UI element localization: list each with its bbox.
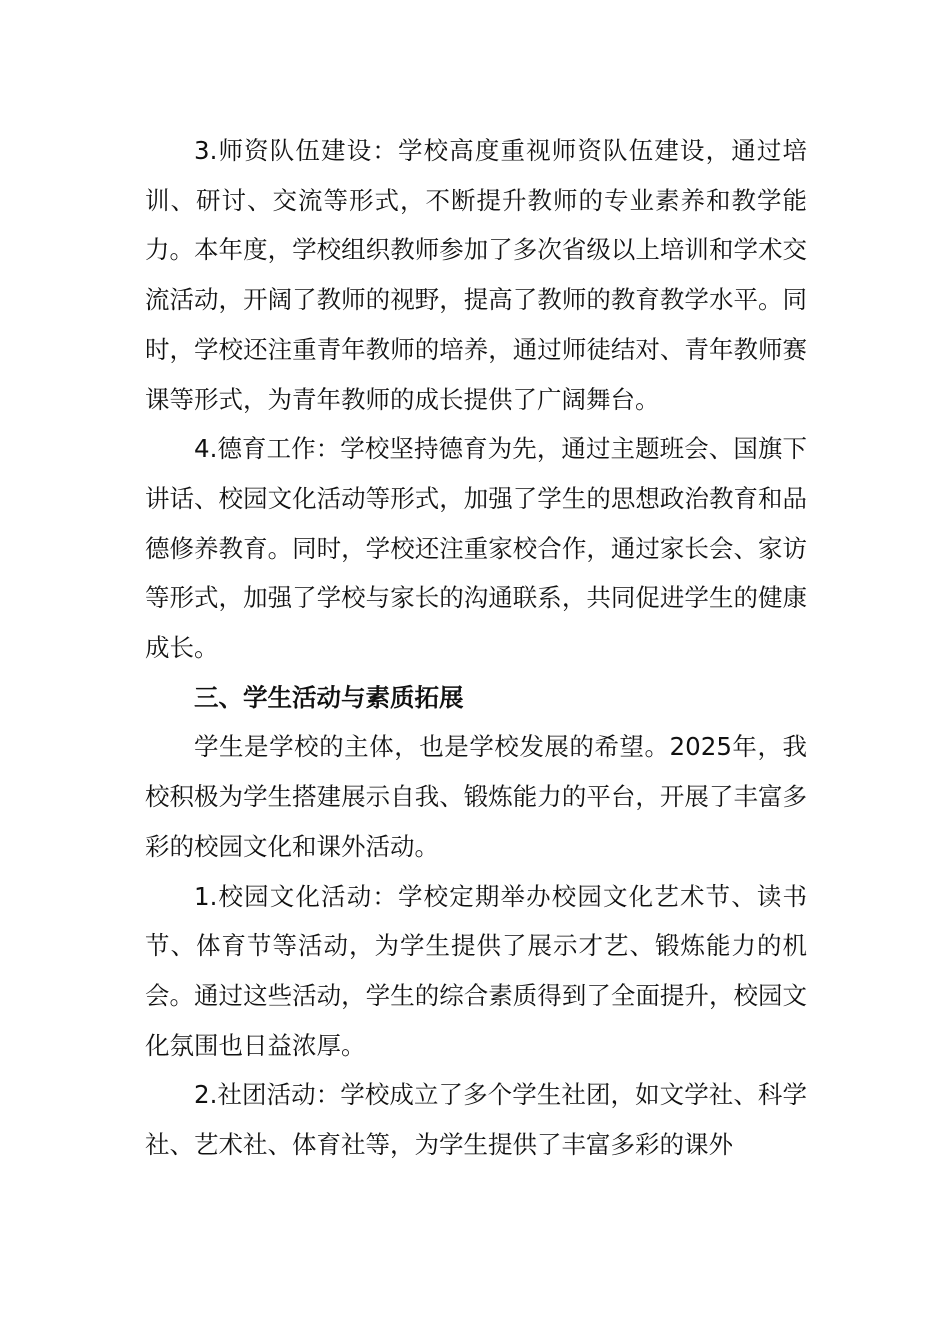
paragraph-student-intro: 学生是学校的主体，也是学校发展的希望。2025年，我校积极为学生搭建展示自我、锻炼能力的平台，开展了丰富多彩的校园文化和课外活动。 <box>145 732 807 861</box>
paragraph-campus-culture: 1.校园文化活动：学校定期举办校园文化艺术节、读书节、体育节等活动，为学生提供了展示才艺、锻炼能力的机会。通过这些活动，学生的综合素质得到了全面提升，校园文化氛围也日益浓厚。 <box>145 881 807 1060</box>
paragraph-teacher-team: 3.师资队伍建设：学校高度重视师资队伍建设，通过培训、研讨、交流等形式，不断提升教师的专业素养和教学能力。本年度，学校组织教师参加了多次省级以上培训和学术交流活动，开阔了教师的视野，提高了教师的教育教学水平。同时，学校还注重青年教师的培养，通过师徒结对、青年教师赛课等形式，为青年教师的成长提供了广阔舞台。 <box>145 136 807 414</box>
paragraph-moral-education: 4.德育工作：学校坚持德育为先，通过主题班会、国旗下讲话、校园文化活动等形式，加强了学生的思想政治教育和品德修养教育。同时，学校还注重家校合作，通过家长会、家访等形式，加强了学校与家长的沟通联系，共同促进学生的健康成长。 <box>145 434 807 663</box>
section-heading-student-activities: 三、学生活动与素质拓展 <box>194 682 464 712</box>
paragraph-clubs: 2.社团活动：学校成立了多个学生社团，如文学社、科学社、艺术社、体育社等，为学生提供了丰富多彩的课外 <box>145 1080 807 1160</box>
document-page <box>145 126 807 1170</box>
